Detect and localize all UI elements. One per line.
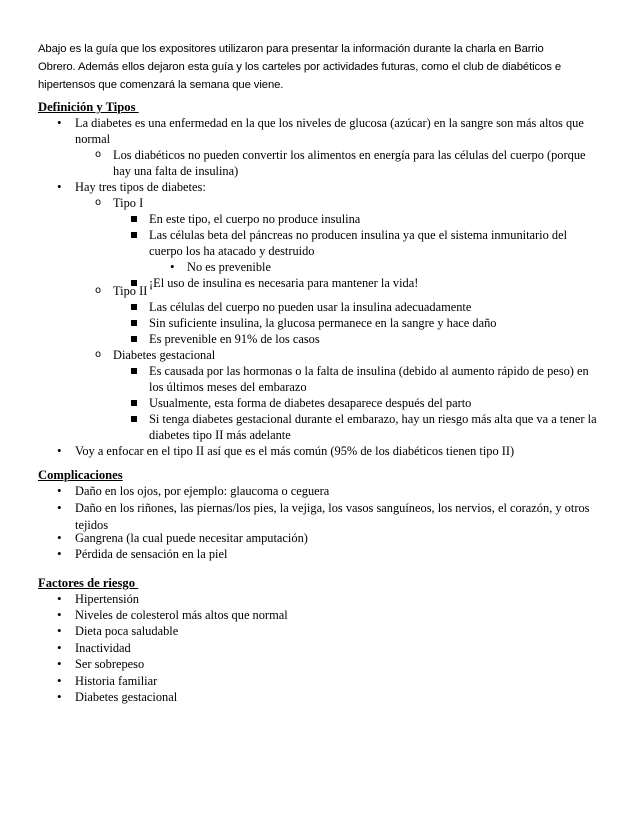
circle-bullet-icon: o	[95, 149, 102, 160]
list-item	[57, 530, 600, 546]
bullet-icon: •	[57, 530, 62, 545]
list-item	[149, 211, 603, 227]
bullet-icon: •	[57, 546, 62, 561]
list-item-text: Tipo II	[113, 284, 148, 298]
list-item	[95, 147, 603, 179]
list-item-text: Hipertensión	[75, 592, 140, 606]
list-item	[57, 656, 600, 672]
list-item-text: ¡El uso de insulina es necesaria para mantener la vida!	[149, 276, 419, 290]
list-item	[57, 673, 600, 689]
list-item-text: Hay tres tipos de diabetes:	[75, 180, 206, 194]
bullet-icon: •	[57, 656, 62, 671]
square-bullet-icon	[131, 227, 137, 243]
list-item	[149, 227, 603, 259]
list-item-text: Pérdida de sensación en la piel	[75, 547, 228, 561]
list-item-text: Sin suficiente insulina, la glucosa permanece en la sangre y hace daño	[149, 316, 497, 330]
list-item-text: Inactividad	[75, 641, 131, 655]
list-item	[95, 347, 603, 363]
intro-line: hipertensos que comenzará la semana que viene.	[38, 79, 284, 91]
square-bullet-icon	[131, 411, 137, 427]
list-item-text: Ser sobrepeso	[75, 657, 145, 671]
bullet-icon: •	[57, 623, 62, 638]
list-item	[57, 483, 600, 499]
square-bullet-icon	[131, 331, 137, 347]
list-item-text: Diabetes gestacional	[113, 348, 216, 362]
section-heading-complicaciones: Complicaciones	[38, 468, 123, 482]
list-item-text: Gangrena (la cual puede necesitar amputación)	[75, 531, 308, 545]
list-item	[57, 443, 600, 459]
list-item	[57, 689, 600, 705]
circle-bullet-icon: o	[95, 285, 102, 296]
list-item-text: La diabetes es una enfermedad en la que los niveles de glucosa (azúcar) en la sangre son más altos que normal	[75, 116, 584, 146]
square-bullet-icon	[131, 363, 137, 379]
intro-line: Abajo es la guía que los expositores utilizaron para presentar la información durante la charla en Barrio	[38, 43, 544, 55]
square-bullet-icon	[131, 299, 137, 315]
list-item	[149, 395, 603, 411]
list-item	[57, 640, 600, 656]
list-item-text: No es prevenible	[187, 260, 271, 274]
list-item	[57, 623, 600, 639]
list-item-text: Es prevenible en 91% de los casos	[149, 332, 320, 346]
list-item-text: Es causada por las hormonas o la falta de insulina (debido al aumento rápido de peso) en los últimos meses del embarazo	[149, 364, 589, 394]
list-item	[57, 500, 600, 534]
bullet-icon: •	[57, 640, 62, 655]
list-item	[149, 315, 603, 331]
bullet-icon: •	[57, 115, 62, 130]
bullet-icon: •	[170, 259, 175, 274]
list-item-text: Daño en los riñones, las piernas/los pies, la vejiga, los vasos sanguíneos, los nervios, el corazón, y otros tejidos	[75, 501, 590, 532]
bullet-icon: •	[57, 673, 62, 688]
list-item	[149, 299, 603, 315]
section-heading-definicion: Definición y Tipos	[38, 100, 139, 114]
intro-line: Obrero. Además ellos dejaron esta guía y los carteles por actividades futuras, como el club de diabéticos e	[38, 61, 562, 73]
bullet-icon: •	[57, 689, 62, 704]
list-item-text: Historia familiar	[75, 674, 158, 688]
list-item	[149, 331, 603, 347]
circle-bullet-icon: o	[95, 197, 102, 208]
bullet-icon: •	[57, 179, 62, 194]
bullet-icon: •	[57, 591, 62, 606]
list-item-text: Voy a enfocar en el tipo II así que es el más común (95% de los diabéticos tienen tipo II)	[75, 444, 515, 458]
list-item	[57, 546, 600, 562]
square-bullet-icon	[131, 211, 137, 227]
list-item-text: Daño en los ojos, por ejemplo: glaucoma o ceguera	[75, 484, 330, 498]
intro-paragraph	[38, 40, 598, 94]
list-item-text: Usualmente, esta forma de diabetes desaparece después del parto	[149, 396, 472, 410]
list-item	[57, 179, 600, 195]
list-item	[170, 259, 603, 275]
list-item-text: Los diabéticos no pueden convertir los alimentos en energía para las células del cuerpo (porque hay una falta de insulina)	[113, 148, 586, 178]
list-item-text: Si tenga diabetes gestacional durante el embarazo, hay un riesgo más alta que va a tener la diabetes tipo II más adelante	[149, 412, 597, 442]
list-item	[57, 607, 600, 623]
square-bullet-icon	[131, 395, 137, 411]
section-heading-factores: Factores de riesgo	[38, 576, 139, 590]
list-item	[95, 195, 603, 211]
bullet-icon: •	[57, 607, 62, 622]
list-item-text: Las células beta del páncreas no producen insulina ya que el sistema inmunitario del cuerpo los ha atacado y destruido	[149, 228, 568, 258]
square-bullet-icon	[131, 315, 137, 331]
list-item-tipo2	[95, 283, 603, 299]
list-item-text: Dieta poca saludable	[75, 624, 179, 638]
bullet-icon: •	[57, 500, 62, 515]
circle-bullet-icon: o	[95, 349, 102, 360]
list-item-text: Las células del cuerpo no pueden usar la insulina adecuadamente	[149, 300, 472, 314]
list-item	[149, 411, 603, 443]
list-item-text: En este tipo, el cuerpo no produce insulina	[149, 212, 361, 226]
bullet-icon: •	[57, 483, 62, 498]
bullet-icon: •	[57, 443, 62, 458]
list-item	[57, 591, 600, 607]
list-item	[57, 115, 600, 147]
list-item	[149, 363, 603, 395]
list-item-text: Diabetes gestacional	[75, 690, 178, 704]
list-item-text: Niveles de colesterol más altos que normal	[75, 608, 288, 622]
list-item-text: Tipo I	[113, 196, 144, 210]
